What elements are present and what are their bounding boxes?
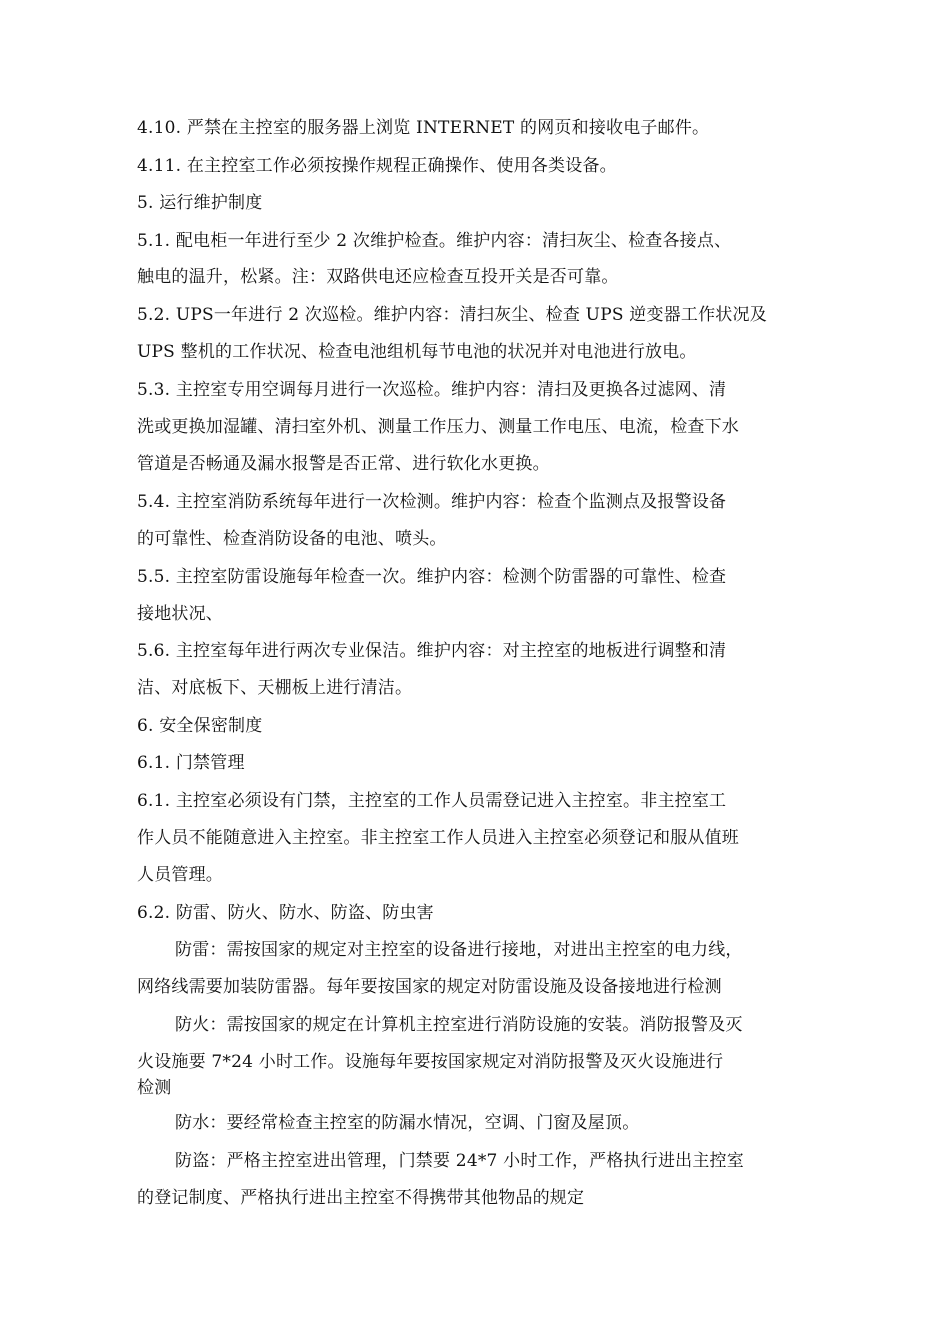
text-line: 防火：需按国家的规定在计算机主控室进行消防设施的安装。消防报警及灭 [175,1015,743,1035]
text-line: 5.6. 主控室每年进行两次专业保洁。维护内容：对主控室的地板进行调整和清 [137,641,727,661]
text-line: 防盗：严格主控室进出管理，门禁要 24*7 小时工作，严格执行进出主控室 [175,1151,744,1171]
text-line: 5.4. 主控室消防系统每年进行一次检测。维护内容：检查个监测点及报警设备 [137,492,727,512]
text-line: 检测 [137,1078,172,1098]
subsection-heading: 6.2. 防雷、防火、防水、防盗、防虫害 [137,903,434,923]
text-line: 管道是否畅通及漏水报警是否正常、进行软化水更换。 [137,454,550,474]
text-line: 的登记制度、严格执行进出主控室不得携带其他物品的规定 [137,1188,585,1208]
text-line: 人员管理。 [137,865,223,885]
text-line: 5.3. 主控室专用空调每月进行一次巡检。维护内容：清扫及更换各过滤网、清 [137,380,727,400]
text-line: 防水：要经常检查主控室的防漏水情况，空调、门窗及屋顶。 [175,1113,640,1133]
text-line: 5.2. UPS一年进行 2 次巡检。维护内容：清扫灰尘、检查 UPS 逆变器工作状况及 [137,305,767,325]
text-line: 的可靠性、检查消防设备的电池、喷头。 [137,529,447,549]
text-line: 防雷：需按国家的规定对主控室的设备进行接地，对进出主控室的电力线， [175,940,743,960]
text-line: 接地状况、 [137,604,223,624]
text-line: 4.11. 在主控室工作必须按操作规程正确操作、使用各类设备。 [137,156,617,176]
text-line: 作人员不能随意进入主控室。非主控室工作人员进入主控室必须登记和服从值班 [137,828,739,848]
text-line: 触电的温升，松紧。注：双路供电还应检查互投开关是否可靠。 [137,267,619,287]
subsection-heading: 6.1. 门禁管理 [137,753,245,773]
text-line: 洁、对底板下、天棚板上进行清洁。 [137,678,413,698]
text-line: 火设施要 7*24 小时工作。设施每年要按国家规定对消防报警及灭火设施进行 [137,1052,724,1072]
text-line: 6.1. 主控室必须设有门禁，主控室的工作人员需登记进入主控室。非主控室工 [137,791,727,811]
section-heading: 6. 安全保密制度 [137,716,263,736]
text-line: UPS 整机的工作状况、检查电池组机每节电池的状况并对电池进行放电。 [137,342,697,362]
text-line: 5.5. 主控室防雷设施每年检查一次。维护内容：检测个防雷器的可靠性、检查 [137,567,727,587]
text-line: 5.1. 配电柜一年进行至少 2 次维护检查。维护内容：清扫灰尘、检查各接点、 [137,231,732,251]
text-line: 网络线需要加装防雷器。每年要按国家的规定对防雷设施及设备接地进行检测 [137,977,722,997]
text-line: 4.10. 严禁在主控室的服务器上浏览 INTERNET 的网页和接收电子邮件。 [137,118,710,138]
text-line: 洗或更换加湿罐、清扫室外机、测量工作压力、测量工作电压、电流，检查下水 [137,417,739,437]
section-heading: 5. 运行维护制度 [137,193,263,213]
